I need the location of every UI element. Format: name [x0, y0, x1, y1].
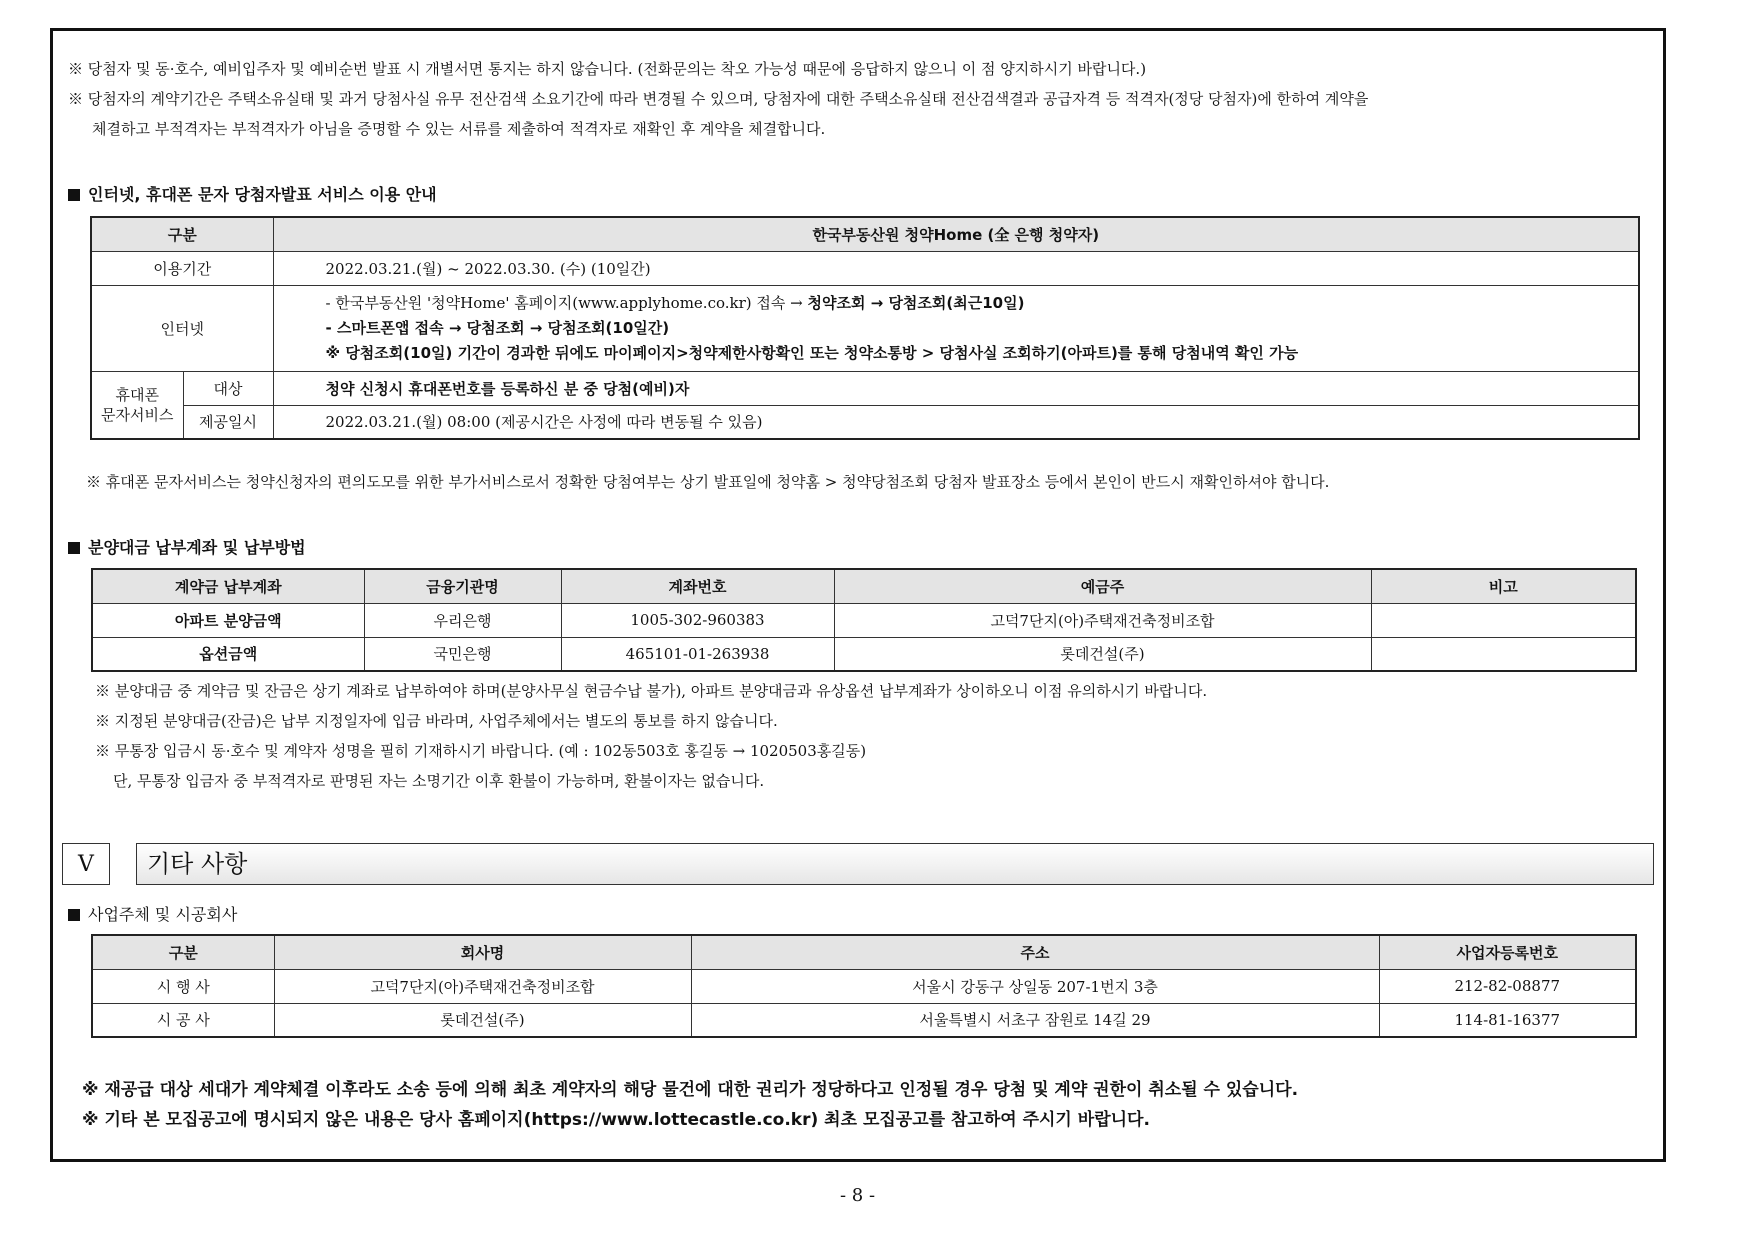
table-header: 계약금 납부계좌 [92, 569, 364, 603]
table-header: 한국부동산원 청약Home (全 은행 청약자) [273, 217, 1639, 251]
table-cell: 서울특별시 서초구 잠원로 14길 29 [691, 1003, 1379, 1037]
square-bullet-icon [68, 909, 80, 921]
payment-note-2: ※ 지정된 분양대금(잔금)은 납부 지정일자에 입금 바라며, 사업주체에서는 별도의 통보를 하지 않습니다. [95, 712, 778, 730]
company-section-heading [68, 902, 237, 925]
square-bullet-icon [68, 542, 80, 554]
internet-line-2: - 스마트폰앱 접속 → 당첨조회 → 당첨조회(10일간) [325, 318, 670, 337]
table-cell: 우리은행 [364, 603, 561, 637]
table-cell: 465101-01-263938 [561, 637, 834, 671]
table-cell: 아파트 분양금액 [92, 603, 364, 637]
internet-instructions [273, 285, 1639, 371]
table-cell: 1005-302-960383 [561, 603, 834, 637]
table-cell: 롯데건설(주) [274, 1003, 691, 1037]
section-title: 기타 사항 [136, 843, 1654, 885]
period-label: 이용기간 [91, 251, 273, 285]
sms-footnote: ※ 휴대폰 문자서비스는 청약신청자의 편의도모를 위한 부가서비스로서 정확한 당첨여부는 상기 발표일에 청약홈 > 청약당첨조회 당첨자 발표장소 등에서 본인이 반드시 재확인하셔야 합니다. [86, 473, 1330, 491]
table-cell: 롯데건설(주) [834, 637, 1371, 671]
payment-note-4: 단, 무통장 입금자 중 부적격자로 판명된 자는 소명기간 이후 환불이 가능하며, 환불이자는 없습니다. [113, 772, 765, 790]
payment-section-heading-text: 분양대금 납부계좌 및 납부방법 [88, 538, 306, 557]
final-note-2: ※ 기타 본 모집공고에 명시되지 않은 내용은 당사 홈페이지(https://www.lottecastle.co.kr) 최초 모집공고를 참고하여 주시기 바랍니다. [82, 1110, 1150, 1130]
table-header: 주소 [691, 935, 1379, 969]
sms-service-table [90, 216, 1640, 440]
company-section-heading-text: 사업주체 및 시공회사 [88, 905, 238, 924]
table-header: 금융기관명 [364, 569, 561, 603]
internet-line-3: ※ 당첨조회(10일) 기간이 경과한 뒤에도 마이페이지>청약제한사항확인 또는 청약소통방 > 당첨사실 조회하기(아파트)를 통해 당첨내역 확인 가능 [325, 343, 1299, 362]
table-row [92, 969, 1636, 1003]
payment-note-1: ※ 분양대금 중 계약금 및 잔금은 상기 계좌로 납부하여야 하며(분양사무실 현금수납 불가), 아파트 분양대금과 유상옵션 납부계좌가 상이하오니 이점 유의하시기 바랍니다. [95, 682, 1208, 700]
company-table [91, 934, 1637, 1038]
target-label: 대상 [183, 371, 273, 405]
table-cell [1371, 637, 1636, 671]
table-header: 비고 [1371, 569, 1636, 603]
page-number: - 8 - [839, 1185, 876, 1206]
payment-note-3: ※ 무통장 입금시 동·호수 및 계약자 성명을 필히 기재하시기 바랍니다. (예 : 102동503호 홍길동 → 1020503홍길동) [95, 742, 867, 760]
internet-line-1-bold: 청약조회 → 당첨조회(최근10일) [807, 293, 1025, 312]
phone-service-label-1: 휴대폰 [115, 385, 159, 404]
internet-line-1-text: - 한국부동산원 '청약Home' 홈페이지(www.applyhome.co.kr) 접속 → [325, 293, 808, 312]
table-header: 예금주 [834, 569, 1371, 603]
notice-text-1: ※ 당첨자 및 동·호수, 예비입주자 및 예비순번 발표 시 개별서면 통지는 하지 않습니다. (전화문의는 착오 가능성 때문에 응답하지 않으니 이 점 양지하시기 바랍니다.) [68, 60, 1147, 78]
table-cell: 옵션금액 [92, 637, 364, 671]
table-cell: 고덕7단지(아)주택재건축정비조합 [274, 969, 691, 1003]
table-header: 계좌번호 [561, 569, 834, 603]
notice-text-2: ※ 당첨자의 계약기간은 주택소유실태 및 과거 당첨사실 유무 전산검색 소요기간에 따라 변경될 수 있으며, 당첨자에 대한 주택소유실태 전산검색결과 공급자격 등 적격자(정당 당첨자)에 한하여 계약을 [68, 90, 1369, 108]
time-label: 제공일시 [183, 405, 273, 439]
table-cell: 서울시 강동구 상일동 207-1번지 3층 [691, 969, 1379, 1003]
table-cell [1371, 603, 1636, 637]
table-cell: 고덕7단지(아)주택재건축정비조합 [834, 603, 1371, 637]
time-value: 2022.03.21.(월) 08:00 (제공시간은 사정에 따라 변동될 수 있음) [273, 405, 1639, 439]
table-header: 사업자등록번호 [1379, 935, 1636, 969]
payment-account-table [91, 568, 1637, 672]
table-cell: 212-82-08877 [1379, 969, 1636, 1003]
section-number: V [62, 843, 110, 885]
final-note-1: ※ 재공급 대상 세대가 계약체결 이후라도 소송 등에 의해 최초 계약자의 해당 물건에 대한 권리가 정당하다고 인정될 경우 당첨 및 계약 권한이 취소될 수 있습니다. [82, 1080, 1299, 1100]
target-value: 청약 신청시 휴대폰번호를 등록하신 분 중 당첨(예비)자 [273, 371, 1639, 405]
table-row [92, 603, 1636, 637]
phone-service-label-2: 문자서비스 [101, 405, 174, 424]
table-cell: 시 행 사 [92, 969, 274, 1003]
table-cell: 114-81-16377 [1379, 1003, 1636, 1037]
table-cell: 시 공 사 [92, 1003, 274, 1037]
table-header: 구분 [91, 217, 273, 251]
table-header: 구분 [92, 935, 274, 969]
internet-label: 인터넷 [91, 285, 273, 371]
table-cell: 국민은행 [364, 637, 561, 671]
sms-section-heading [68, 182, 437, 205]
notice-text-3: 체결하고 부적격자는 부적격자가 아님을 증명할 수 있는 서류를 제출하여 적격자로 재확인 후 계약을 체결합니다. [92, 120, 826, 138]
table-header: 회사명 [274, 935, 691, 969]
phone-service-label [91, 371, 183, 439]
internet-line-1 [326, 291, 1629, 316]
square-bullet-icon [68, 189, 80, 201]
table-row [92, 1003, 1636, 1037]
payment-section-heading [68, 535, 306, 558]
period-value: 2022.03.21.(월) ~ 2022.03.30. (수) (10일간) [273, 251, 1639, 285]
sms-section-heading-text: 인터넷, 휴대폰 문자 당첨자발표 서비스 이용 안내 [88, 185, 437, 204]
table-row [92, 637, 1636, 671]
